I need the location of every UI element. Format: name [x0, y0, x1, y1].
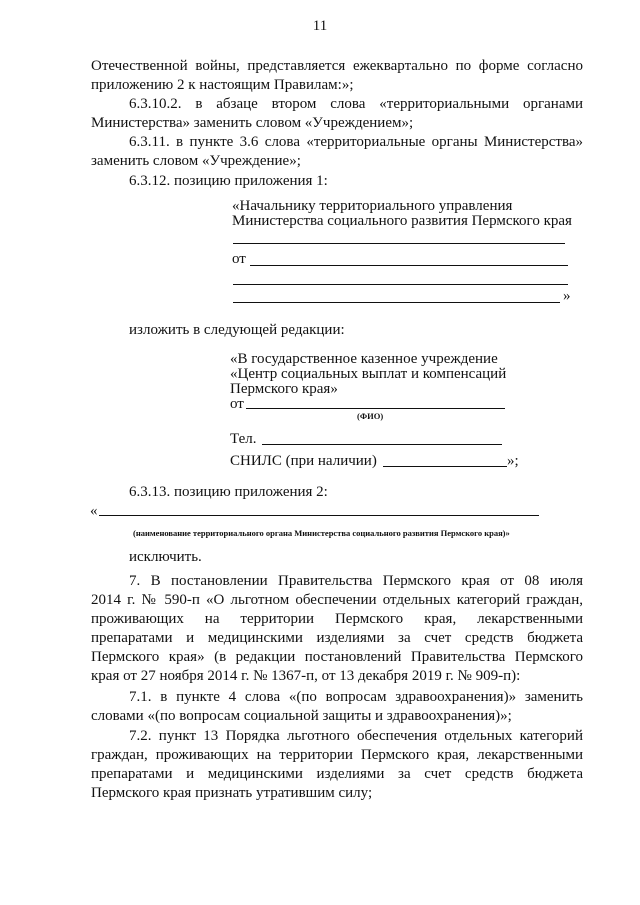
territorial-body-caption: (наименование территориального органа Министерства социального развития Пермского края)»: [133, 528, 510, 538]
blank-line: [262, 444, 502, 445]
form-new-addressee-line3: Пермского края»: [230, 381, 338, 397]
text-line: приложению 2 к настоящим Правилам:»;: [91, 77, 354, 93]
snils-label: СНИЛС (при наличии): [230, 453, 377, 469]
paragraph-6-3-10-2: [91, 95, 583, 133]
paragraph-continuation: [91, 57, 583, 95]
paragraph-6-3-11: [91, 133, 583, 171]
text-line: 6.3.13. позицию приложения 2:: [129, 484, 328, 500]
text-line: 2014 г. № 590-п «О льготном обеспечении отдельных категорий граждан,: [91, 592, 583, 608]
text-line: изложить в следующей редакции:: [129, 322, 345, 338]
paragraph-6-3-13: [91, 483, 583, 502]
fio-caption: (ФИО): [357, 411, 384, 421]
text-line: граждан, проживающих на территории Пермского края, лекарственными: [91, 747, 583, 763]
text-line: 7. В постановлении Правительства Пермского края от 08 июля: [129, 573, 583, 589]
blank-line: [233, 243, 565, 244]
blank-line: [383, 466, 507, 467]
blank-line: [99, 515, 539, 516]
form-new-addressee-line1: «В государственное казенное учреждение: [230, 351, 498, 367]
text-line: 6.3.12. позицию приложения 1:: [129, 173, 328, 189]
page-number: 11: [312, 18, 328, 34]
text-line: Пермского края» (в редакции постановлений Правительства Пермского: [91, 649, 583, 665]
closing-quote: »: [563, 288, 571, 304]
paragraph-7-2: [91, 727, 583, 803]
form-new-addressee-line2: «Центр социальных выплат и компенсаций: [230, 366, 507, 382]
text-line: Отечественной войны, представляется ежеквартально по форме согласно: [91, 58, 583, 74]
text-line: заменить словом «Учреждение»;: [91, 153, 301, 169]
text-line: края от 27 ноября 2014 г. № 1367-п, от 13 декабря 2019 г. № 909-п):: [91, 668, 521, 684]
blank-line: [250, 265, 568, 266]
form-old-addressee-line2: Министерства социального развития Пермского края: [232, 213, 572, 229]
blank-line: [233, 284, 568, 285]
text-line: Пермского края признать утратившим силу;: [91, 785, 373, 801]
form-old-addressee-line1: «Начальнику территориального управления: [232, 198, 513, 214]
paragraph-6-3-12: [91, 172, 583, 191]
paragraph-7: [91, 572, 583, 686]
text-line: 7.2. пункт 13 Порядка льготного обеспечения отдельных категорий: [129, 728, 583, 744]
paragraph-7-1: [91, 688, 583, 726]
text-line: 6.3.10.2. в абзаце втором слова «территориальными органами: [129, 96, 583, 112]
text-line: словами «(по вопросам социальной защиты и здравоохранения)»;: [91, 708, 512, 724]
text-line: 7.1. в пункте 4 слова «(по вопросам здравоохранения)» заменить: [129, 689, 583, 705]
text-line: исключить.: [129, 549, 202, 565]
form-from-label: от: [230, 396, 244, 412]
paragraph-new-wording: [91, 321, 583, 340]
text-line: препаратами и медицинскими изделиями за счет средств бюджета: [91, 630, 583, 646]
text-line: 6.3.11. в пункте 3.6 слова «территориальные органы Министерства»: [129, 134, 583, 150]
phone-label: Тел.: [230, 431, 257, 447]
snils-end: »;: [507, 453, 519, 469]
blank-line: [246, 408, 505, 409]
text-line: проживающих на территории Пермского края, лекарственными: [91, 611, 583, 627]
paragraph-exclude: [91, 548, 583, 567]
blank-line: [233, 302, 560, 303]
text-line: препаратами и медицинскими изделиями за счет средств бюджета: [91, 766, 583, 782]
form-from-label: от: [232, 251, 246, 267]
open-quote: «: [90, 503, 98, 519]
text-line: Министерства» заменить словом «Учреждением»;: [91, 115, 414, 131]
